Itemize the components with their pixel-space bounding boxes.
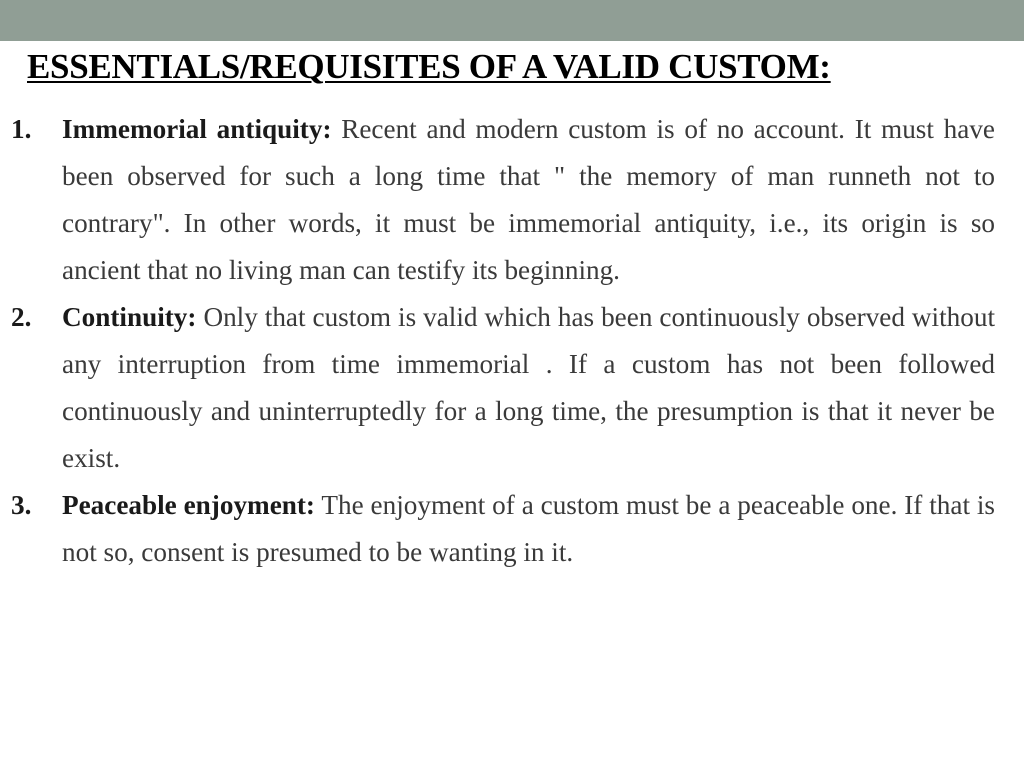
list-item-text: Recent and modern custom is of no account. It must have been observed for such a long time that " the memory of man runneth not to contrary". In other words, it must be immemorial antiquity, i.e., its origin is so ancient that no living man can testify its beginning.	[62, 114, 995, 285]
slide-title: ESSENTIALS/REQUISITES OF A VALID CUSTOM:	[27, 47, 831, 86]
essentials-list	[0, 106, 1024, 576]
list-item-number: 2.	[11, 302, 32, 332]
list-item-number: 1.	[11, 114, 32, 144]
list-item-number: 3.	[11, 490, 32, 520]
list-item-continuity	[0, 294, 1024, 482]
list-item-text: The enjoyment of a custom must be a peaceable one. If that is not so, consent is presumed to be wanting in it.	[62, 490, 996, 567]
list-item-heading: Immemorial antiquity:	[62, 114, 332, 144]
top-band	[0, 0, 1024, 41]
list-item-heading: Peaceable enjoyment:	[62, 490, 315, 520]
list-item-text: Only that custom is valid which has been continuously observed without any interruption from time immemorial . If a custom has not been followed continuously and uninterruptedly for a long time, the presumption is that it never be exist.	[62, 302, 996, 473]
list-item-heading: Continuity:	[62, 302, 197, 332]
list-item-peaceable-enjoyment	[0, 482, 1024, 576]
list-item-immemorial-antiquity	[0, 106, 1024, 294]
